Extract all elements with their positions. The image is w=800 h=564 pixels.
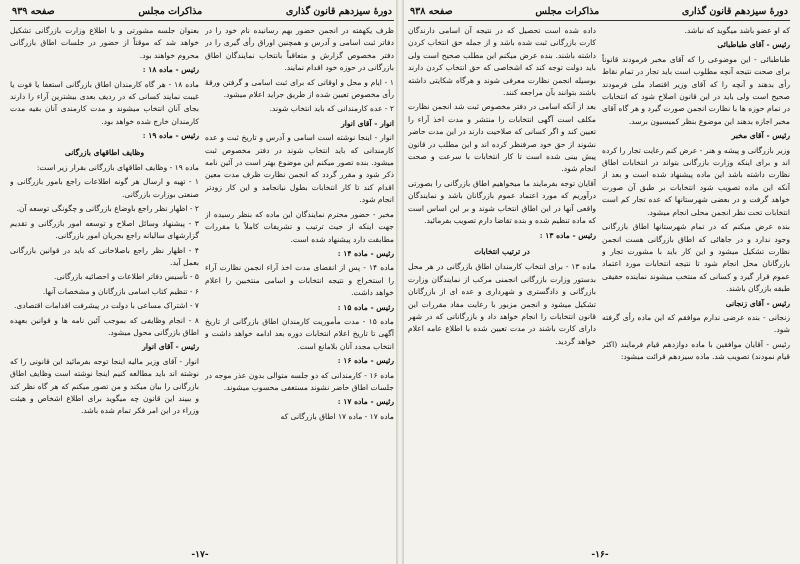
speaker-line: رئیس - ماده ۱۳ : <box>539 230 596 240</box>
paragraph: انوار - اینجا نوشته است اسامی و آدرس و تاریخ ثبت و عده کارمندانی که باید انتخاب شوند در دفتر مخصوص ثبت میشود. بنده تصور میکنم این موضوع بهتر است در آئین نامه ذکر شود و مقرر گردد که انجمن نظارت ظرف مدت معین اقدام کند تا کار انتخابات بطول نیانجامد و این کار زودتر انجام شود. <box>205 133 394 205</box>
paragraph: ۲ - اظهار نظر راجع باوضاع بازرگانی و چگونگی توسعه آن. <box>16 204 199 214</box>
speaker-line: رئیس - آقای انوار <box>142 342 199 352</box>
paragraph: ظرف یکهفته در انجمن حضور بهم رسانیده نام خود را در دفاتر ثبت اسامی و آدرس و همچنین اوراق رأی گیری را در دفتر مخصوص گزارش و متعاقباً بانتخاب نمایندگان اطاق بازرگانی در حوزه خود اقدام نمایند. <box>205 26 394 73</box>
paragraph: ماده ۱۶ - کارمندانی که دو جلسه متوالی بدون عذر موجه در جلسات اطاق حاضر نشوند مستعفی محسوب میشوند. <box>205 370 394 392</box>
paragraph: ماده ۱۹ - وظایف اطاقهای بازرگانی بقرار زیر است: <box>36 163 199 173</box>
paragraph: ۲ - عده کارمندانی که باید انتخاب شوند. <box>269 104 394 114</box>
speaker-line: رئیس - آقای زنجانی <box>725 298 790 308</box>
column-right <box>205 25 394 543</box>
page-header <box>10 6 394 21</box>
speaker-line: رئیس - ماده ۱۷ : <box>337 397 394 407</box>
column-left <box>408 25 596 543</box>
speaker-line: رئیس - آقای مخبر <box>731 131 790 141</box>
paragraph: ماده ۱۳ - برای انتخاب کارمندان اطاق بازرگانی در هر محل بدستور وزارت بازرگانی انجمنی مرکب از نمایندگان وزارت بازرگانی و دادگستری و شهرداری و عده ای از بازرگانان تشکیل میشود و انجمن مزبور با رعایت مفاد مقررات این قانون انتخابات را انجام خواهد داد و بازرگانانی که در شهر دارای کارت باشند در مدت تعیین شده با اطلاع عامه اعلام خواهد گردید. <box>408 262 596 346</box>
text-columns <box>10 25 394 543</box>
speaker-line: رئیس - ماده ۱۶ : <box>337 356 394 366</box>
paragraph: ماده ۱۴ - پس از انقضای مدت اخذ آراء انجمن نظارت آراء را استخراج و نتیجه انتخابات و اسامی منتخبین را اعلام خواهد داشت. <box>205 263 394 298</box>
paragraph: ۸ - انجام وظایفی که بموجب آئین نامه ها و قوانین بعهده اطاق بازرگانی محول میشود. <box>10 315 199 337</box>
text-columns <box>408 25 790 543</box>
paragraph: طباطبائی - این موضوعی را که آقای مخبر فرمودند قانوناً برای صحت نتیجه آنچه مطلوب است باید تجار در تمام نقاط رأی بدهند و آنچه را که آقای وزیر اقتصاد ملی فرمودند صحیح است ولی باید در این قانون اصلاح شود که انتخابات در تمام حوزه ها با نظارت انجمن صورت گیرد و هر گاه آقای مخبر اجازه بدهند این موضوع بنظر کمیسیون برسد. <box>602 54 790 126</box>
paragraph: زنجانی - بنده عرضی ندارم موافقم که این ماده رأی گرفته شود. <box>602 312 790 335</box>
paragraph: بنده عرض میکنم که در تمام شهرستانها اطاق بازرگانی وجود ندارد و در جاهائی که اطاق بازرگانی هست انجمن نظارت تشکیل میشود و این کار باید با مشورت تجار و بازرگانان محل انجام شود تا نتیجه انتخابات مورد اعتماد عموم قرار گیرد و کسانی که منتخب میشوند نماینده حقیقی طبقه بازرگان باشند. <box>602 222 790 294</box>
paragraph: انوار - آقای وزیر مالیه اینجا توجه بفرمائید این قانونی را که نوشته اند باید مطالعه کنیم اینجا نوشته است وظایف اطاق بازرگانی را بیان میکند و من تصور میکنم که هر گاه نظر کند و ببیند این قانون چه میگوید برای اطلاع اشخاص و هیئت وزراء در این امر فکر تمام شده باشد. <box>10 356 199 416</box>
paragraph: داده شده است تحصیل که در نتیجه آن اسامی دارندگان کارت بازرگانی ثبت شده باشد و از جمله حق انتخاب کردن داشته باشند. بنده عرض میکنم این مطلب صحیح است ولی باید دولت توجه کند که اشخاصی که حق انتخاب کردن دارند بوسیله انجمن نظارت معرفی شوند و هرگاه شکایتی داشته باشند بتوانند بآن مراجعه کنند. <box>408 26 596 98</box>
speaker-line: رئیس - ماده ۱۵ : <box>337 302 394 312</box>
paragraph: ۱ - ایام و محل و اوقاتی که برای ثبت اسامی و گرفتن ورقهٔ رأی مخصوص تعیین شده از طریق جراید اعلام میشود. <box>205 77 394 100</box>
column-left <box>10 25 199 543</box>
paragraph: ۷ - اشتراک مساعی با دولت در پیشرفت اقدامات اقتصادی. <box>13 301 199 311</box>
speaker-line: رئیس - ماده ۱۸ : <box>142 65 199 75</box>
paragraph: آقایان توجه بفرمایند ما میخواهیم اطاق بازرگانی را بصورتی درآوریم که مورد اعتماد عموم بازرگانان باشد و نمایندگان واقعی آنها در این اطاق انتخاب شوند و بر این اساس است که ماده تنظیم شده و بنده تقاضا دارم تصویب بفرمائید. <box>408 178 596 226</box>
column-right <box>602 25 790 543</box>
paragraph: ۳ - پیشنهاد وسائل اصلاح و توسعه امور بازرگانی و تقدیم گزارشهای سالیانه راجع بجریان امور بازرگانی. <box>10 218 199 241</box>
folio: -۱۶- <box>591 550 609 560</box>
paragraph: ماده ۱۸ - هر گاه کارمندان اطاق بازرگانی استعفا یا فوت یا غیبت نمایند کسانی که در ردیف بعدی بیشترین آراء را دارند بجای آنان انتخاب میشوند و مدت کارمندی آنان بقیه مدت کارمندان خارج شده خواهد بود. <box>10 79 199 126</box>
folio: -۱۷- <box>191 550 209 560</box>
paragraph: رئیس - آقایان موافقین با ماده دوازدهم قیام فرمایند (اکثر قیام نمودند) تصویب شد. ماده سیزدهم قرائت میشود: <box>602 339 790 362</box>
speaker-line: رئیس - ماده ۱۴ : <box>337 248 394 258</box>
journal-title: مذاکرات مجلس <box>535 6 600 17</box>
paragraph: ۴ - اظهار نظر راجع باصلاحاتی که باید در قوانین بازرگانی بعمل آید. <box>10 245 199 267</box>
paragraph: مخبر - حضور محترم نمایندگان این ماده که بنظر رسیده از جهت اینکه از حیث ترتیب و تشریفات کاملاً با مقررات مطابقت دارد پیشنهاد شده است. <box>205 209 394 244</box>
page-938 <box>400 0 800 564</box>
section-heading: در ترتیب انتخابات <box>474 246 530 256</box>
speaker-line: انوار - آقای انوار <box>341 118 394 128</box>
paragraph: که او عضو باشد میگوید که نباشد. <box>684 26 790 35</box>
speaker-line: رئیس - ماده ۱۹ : <box>142 131 199 141</box>
page-header <box>408 6 790 21</box>
running-title: دورهٔ سیزدهم قانون گذاری <box>285 6 392 17</box>
paragraph: ۶ - تنظیم کتاب اسامی بازرگانان و مشخصات آنها. <box>42 286 199 296</box>
paragraph: ۵ - تأسیس دفاتر اطلاعات و احصائیه بازرگانی. <box>53 272 199 282</box>
page-number-label: صفحه ۹۳۹ <box>12 6 55 17</box>
page-number-label: صفحه ۹۳۸ <box>410 6 453 17</box>
paragraph: ۱ - تهیه و ارسال هر گونه اطلاعات راجع بامور بازرگانی و صنعتی بوزارت بازرگانی. <box>10 177 199 199</box>
section-heading: وظایف اطاقهای بازرگانی <box>64 147 145 157</box>
paragraph: وزیر بازرگانی و پیشه و هنر - عرض کنم رعایت تجار را کرده اند و برای اینکه وزارت بازرگانی بتواند در انتخابات اطاق نظارت داشته باشد این ماده پیشنهاد شده است و بعد از آنکه این ماده تصویب شود انتخابات بر طبق آن صورت خواهد گرفت و در بعضی شهرستانها که عده تجار کم است انتخابات تحت نظر انجمن محلی انجام میشود. <box>602 145 790 217</box>
paragraph: بعد از آنکه اسامی در دفتر مخصوص ثبت شد انجمن نظارت مکلف است آگهی انتخابات را منتشر و مدت اخذ آراء را تعیین کند و اگر کسانی که صلاحیت دارند در این مدت حاضر نشوند از حق خود صرفنظر کرده اند و این مطلب در قانون پیش بینی شده است تا کار انتخابات با سرعت و صحت انجام شود. <box>408 102 596 174</box>
speaker-line: رئیس - آقای طباطبائی <box>717 40 790 50</box>
paragraph: ماده ۱۷ - ماده ۱۷ اطاق بازرگانی که <box>280 411 394 421</box>
journal-title: مذاکرات مجلس <box>138 6 203 17</box>
paragraph: ماده ۱۵ - مدت مأموریت کارمندان اطاق بازرگانی از تاریخ آگهی تا تاریخ اعلام انتخابات دوره بعد ادامه خواهد داشت و انتخاب مجدد آنان بلامانع است. <box>205 316 394 351</box>
paragraph: بعنوان جلسه مشورتی و با اطلاع وزارت بازرگانی تشکیل خواهد شد که موقتاً از حضور در جلسات اطاق بازرگانی محروم خواهند بود. <box>10 26 199 60</box>
running-title: دورهٔ سیزدهم قانون گذاری <box>681 6 788 17</box>
